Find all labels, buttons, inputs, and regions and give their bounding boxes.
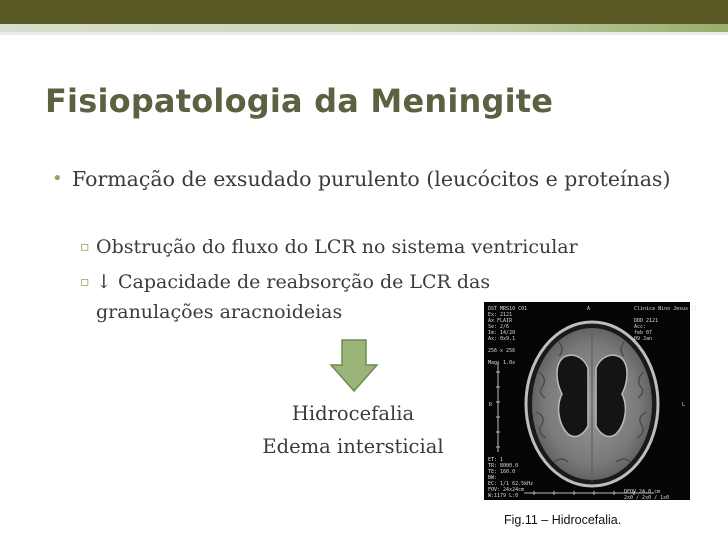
header-band <box>0 0 728 24</box>
square-bullet-icon: ▫ <box>80 239 90 255</box>
result-interstitial-edema: Edema intersticial <box>262 435 444 458</box>
header-line <box>0 32 728 35</box>
scan-info-top-center: A <box>587 306 591 312</box>
main-bullet <box>52 163 672 195</box>
scan-marker-left: R <box>489 402 493 408</box>
result-hydrocephalus: Hidrocefalia <box>291 402 415 425</box>
scan-marker-right: L <box>682 402 686 408</box>
header-stripe <box>0 24 728 32</box>
figure-caption: Fig.11 – Hidrocefalia. <box>504 513 622 527</box>
square-bullet-icon: ▫ <box>80 274 90 290</box>
scan-info-bottom-left: ET: 1 TR: 8000.0 TE: 160.0 BW: EC: 1/1 62.5kHz FOV: 24x24cm W:1179 L:0 <box>488 457 534 499</box>
bullet-dot-icon: • <box>52 168 63 189</box>
slide-title: Fisiopatologia da Meningite <box>45 82 554 120</box>
scan-info-top-left: DST MRS10 C01 Ex: 2121 Ax FLAIR Se: 2/6 Im: 14/20 Ax: 0x9.1 256 x 256 Mag: 1.0x <box>488 306 528 366</box>
down-arrow-icon <box>329 339 379 393</box>
sub-bullet <box>80 232 690 262</box>
scan-info-top-right: Clinica Nino Jesus II DDD 2121 Acc: feb 07 09 Jan <box>634 306 698 342</box>
scan-info-bottom-right: DFOV 24.0 cm 2x0 / 2x0 / 1x0 <box>624 489 670 501</box>
sub-bullet-text: Obstrução do fluxo do LCR no sistema ventricular <box>96 236 578 258</box>
mri-scan-image <box>484 302 698 501</box>
main-bullet-text: Formação de exsudado purulento (leucócitos e proteínas) <box>72 167 671 191</box>
sub-bullet-text: ↓ Capacidade de reabsorção de LCR das granulações aracnoideias <box>96 271 491 323</box>
